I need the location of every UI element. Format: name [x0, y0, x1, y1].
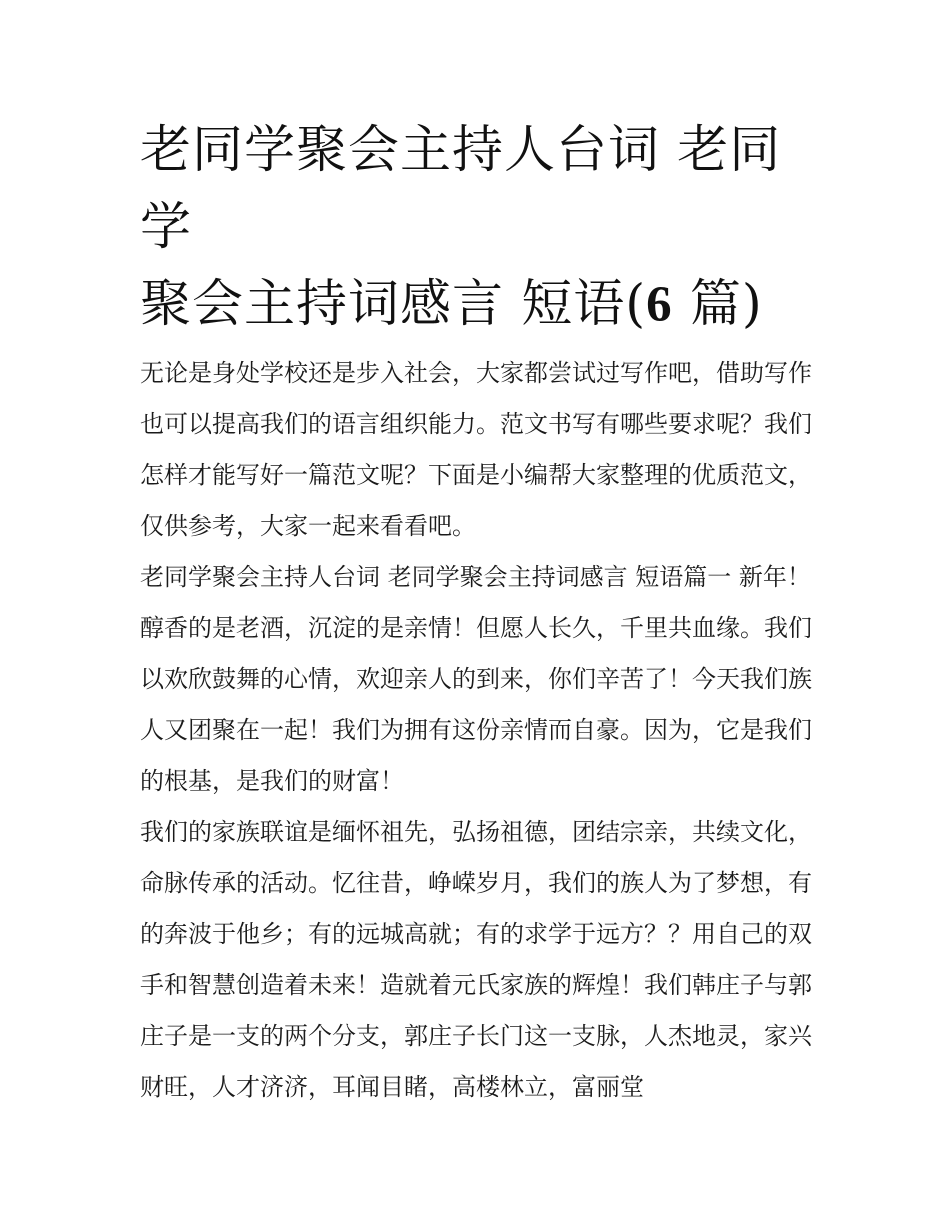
body-paragraph: 醇香的是老酒，沉淀的是亲情！但愿人长久，千里共血缘。我们以欢欣鼓舞的心情，欢迎亲人的到来，你们辛苦了！今天我们族人又团聚在一起！我们为拥有这份亲情而自豪。因为，它是我们的根基，是我们的财富！	[140, 614, 812, 795]
title-number: 6	[646, 277, 673, 333]
body-paragraph: 我们的家族联谊是缅怀祖先，弘扬祖德，团结宗亲，共续文化，命脉传承的活动。忆往昔，峥嵘岁月，我们的族人为了梦想，有的奔波于他乡；有的远城高就；有的求学于远方？？用自己的双手和智慧创造着未来！造就着元氏家族的辉煌！我们韩庄子与郭庄子是一支的两个分支，郭庄子长门这一支脉，人杰地灵，家兴财旺，人才济济，耳闻目睹，高楼林立，富丽堂	[140, 818, 812, 1101]
document-title	[140, 112, 812, 344]
title-line-1: 老同学聚会主持人台词 老同学	[140, 121, 782, 257]
section-heading: 老同学聚会主持人台词 老同学聚会主持词感言 短语篇一 新年！	[140, 563, 811, 591]
document-body	[140, 348, 812, 1113]
title-tail: 篇)	[672, 275, 763, 334]
document-content	[140, 112, 812, 1113]
intro-paragraph: 无论是身处学校还是步入社会，大家都尝试过写作吧，借助写作也可以提高我们的语言组织能力。范文书写有哪些要求呢？我们怎样才能写好一篇范文呢？下面是小编帮大家整理的优质范文，仅供参考，大家一起来看看吧。	[140, 359, 812, 540]
title-line-2: 聚会主持词感言 短语(	[140, 275, 647, 334]
